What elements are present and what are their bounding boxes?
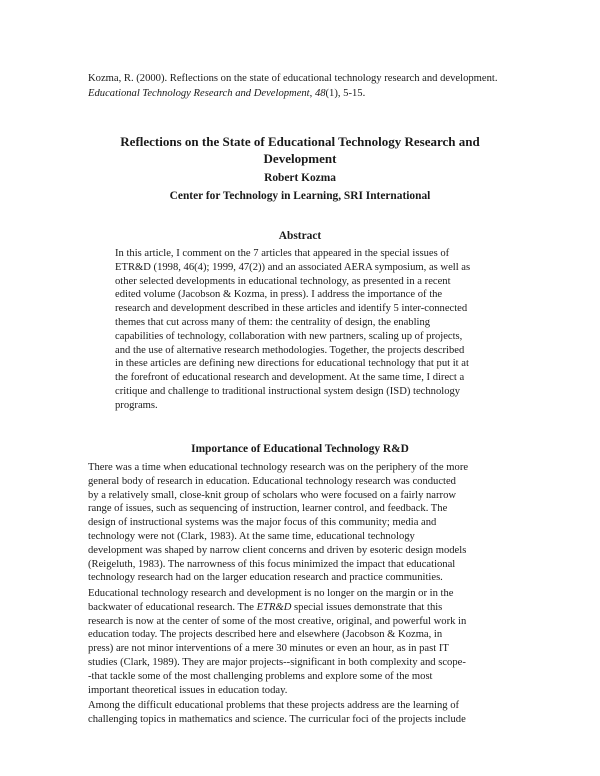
citation-journal: Educational Technology Research and Development <box>88 88 310 99</box>
abstract-line: programs. <box>115 399 158 411</box>
paragraph-line: studies (Clark, 1989). They are major projects--significant in both complexity and scope- <box>88 656 466 668</box>
abstract-line: ETR&D (1998, 46(4); 1999, 47(2)) and an associated AERA symposium, as well as <box>115 261 471 273</box>
author-name: Robert Kozma <box>264 172 336 184</box>
abstract-line: in these articles are defining new directions for educational technology that put it at <box>115 358 469 370</box>
paragraph-line: (Reigeluth, 1983). The narrowness of this focus minimized the impact that educational <box>88 558 456 570</box>
paragraph-line: important theoretical issues in education today. <box>88 684 288 696</box>
paragraph-line: technology research had on the larger education research and practice communities. <box>88 572 443 584</box>
paragraph-line: general body of research in education. Educational technology research was conducted <box>88 475 456 487</box>
paragraph-line: challenging topics in mathematics and science. The curricular foci of the projects include <box>88 713 466 725</box>
paper-title-line-1: Reflections on the State of Educational Technology Research and <box>120 134 480 149</box>
paragraph-line <box>88 601 516 615</box>
paragraph-text: special issues demonstrate that this <box>291 601 443 613</box>
section-paragraph-1 <box>88 461 516 585</box>
abstract-line: In this article, I comment on the 7 articles that appeared in the special issues of <box>115 248 450 259</box>
paragraph-line: design of instructional systems was the major focus of this community; media and <box>88 517 437 529</box>
abstract-line: research and development described in these articles and identify 5 inter-connected <box>115 303 468 315</box>
paragraph-line: by a relatively small, close-knit group of scholars who were focused on a fairly narrow <box>88 489 457 501</box>
citation-separator: , <box>309 88 315 99</box>
abstract-heading: Abstract <box>278 230 322 242</box>
section-paragraph-3 <box>88 699 516 727</box>
paragraph-line: Educational technology research and development is no longer on the margin or in the <box>88 588 454 599</box>
journal-abbrev: ETR&D <box>256 601 292 613</box>
paragraph-text: backwater of educational research. The <box>88 601 257 613</box>
citation-line-1: Kozma, R. (2000). Reflections on the state of educational technology research and development. <box>88 73 498 84</box>
paragraph-line: research is now at the center of some of the most creative, original, and powerful work in <box>88 615 467 627</box>
paragraph-line: development was shaped by narrow client concerns and driven by esoteric design models <box>88 544 467 556</box>
abstract-line: and the use of alternative research methodologies. Together, the projects described <box>115 344 465 356</box>
citation <box>88 71 528 101</box>
paragraph-line: press) are not minor interventions of a mere 30 minutes or even an hour, as in past IT <box>88 643 449 655</box>
section-paragraph-2 <box>88 587 516 697</box>
paper-title <box>60 133 540 167</box>
abstract-line: critique and challenge to traditional instructional system design (ISD) technology <box>115 385 461 397</box>
author-affiliation: Center for Technology in Learning, SRI International <box>169 190 431 202</box>
citation-volume: 48 <box>314 88 326 99</box>
paragraph-line: technology were not (Clark, 1983). At the same time, educational technology <box>88 530 415 542</box>
abstract-line: other selected developments in educational technology, as presented in a recent <box>115 275 451 287</box>
paragraph-line: range of issues, such as sequencing of instruction, learner control, and feedback. The <box>88 503 448 515</box>
abstract-body <box>115 247 515 413</box>
abstract-line: themes that cut across many of them: the centrality of design, the enabling <box>115 316 431 328</box>
paragraph-line: Among the difficult educational problems that these projects address are the learning of <box>88 700 460 711</box>
paragraph-line: -that tackle some of the most challenging problems and explore some of the most <box>88 670 433 682</box>
section-heading: Importance of Educational Technology R&D <box>191 443 409 455</box>
paragraph-line: education today. The projects described here and elsewhere (Jacobson & Kozma, in <box>88 629 443 641</box>
citation-line-2 <box>88 86 528 101</box>
abstract-line: edited volume (Jacobson & Kozma, in press). I address the importance of the <box>115 289 443 301</box>
paper-title-line-2: Development <box>263 151 337 166</box>
citation-issue-pages: (1), 5-15. <box>325 88 366 99</box>
abstract-line: the forefront of educational research and development. At the same time, I direct a <box>115 372 465 384</box>
paragraph-line: There was a time when educational technology research was on the periphery of the more <box>88 462 469 473</box>
abstract-line: capabilities of technology, collaboration with new partners, scaling up of projects, <box>115 330 463 342</box>
